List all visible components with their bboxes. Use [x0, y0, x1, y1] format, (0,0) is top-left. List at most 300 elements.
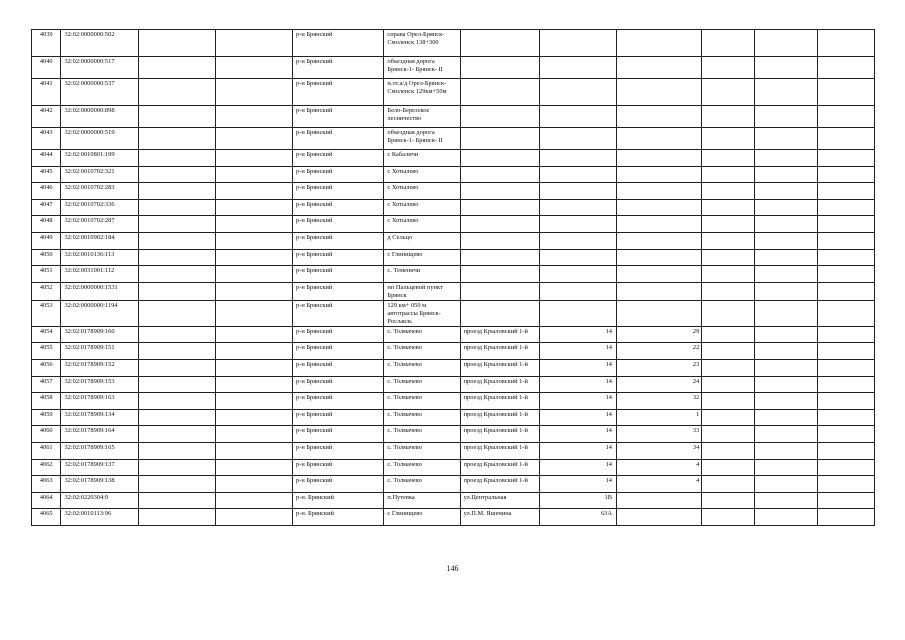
street-cell: проезд Крыловский 1-й: [460, 442, 539, 459]
table-row: [32, 426, 875, 443]
row-number-cell: 4049: [32, 232, 61, 249]
settlement-cell: н.от.а/д Орел-Брянск-Смоленск 129км+50м: [384, 79, 460, 106]
street-cell: [460, 57, 539, 79]
settlement-cell: п.Путевка: [384, 492, 460, 509]
empty-cell: [215, 199, 292, 216]
district-cell: р-н Брянский: [293, 30, 384, 57]
empty-cell: [818, 509, 875, 526]
table-row: [32, 343, 875, 360]
settlement-cell: с. Толмачево: [384, 442, 460, 459]
empty-cell: [138, 106, 215, 128]
house-cell: 1В: [539, 492, 616, 509]
empty-cell: [818, 492, 875, 509]
row-number-cell: 4054: [32, 326, 61, 343]
empty-cell: [138, 249, 215, 266]
cadastral-number-cell: 32:02:0010902:184: [61, 232, 138, 249]
house-cell: [539, 106, 616, 128]
table-row: [32, 150, 875, 167]
cadastral-number-cell: 32:02:0000000:502: [61, 30, 138, 57]
settlement-cell: с Хотылево: [384, 199, 460, 216]
table-row: [32, 509, 875, 526]
empty-cell: [215, 376, 292, 393]
empty-cell: [818, 326, 875, 343]
cadastral-number-cell: 32:02:0178909:138: [61, 476, 138, 493]
row-number-cell: 4046: [32, 183, 61, 200]
empty-cell: [702, 249, 755, 266]
district-cell: р-н Брянский: [293, 79, 384, 106]
empty-cell: [138, 128, 215, 150]
empty-cell: [818, 442, 875, 459]
empty-cell: [818, 150, 875, 167]
house-cell: 14: [539, 376, 616, 393]
house-cell: 14: [539, 359, 616, 376]
street-cell: проезд Крыловский 1-й: [460, 426, 539, 443]
empty-cell: [215, 459, 292, 476]
empty-cell: [818, 232, 875, 249]
empty-cell: [755, 442, 818, 459]
district-cell: р-н Брянский: [293, 249, 384, 266]
street-cell: [460, 128, 539, 150]
empty-cell: [702, 476, 755, 493]
empty-cell: [755, 376, 818, 393]
building-cell: [617, 30, 702, 57]
table-row: [32, 409, 875, 426]
empty-cell: [755, 199, 818, 216]
empty-cell: [215, 79, 292, 106]
empty-cell: [818, 409, 875, 426]
cadastral-number-cell: 32:02:0178909:163: [61, 393, 138, 410]
empty-cell: [138, 426, 215, 443]
cadastral-number-cell: 32:02:0010801:199: [61, 150, 138, 167]
table-row: [32, 393, 875, 410]
house-cell: 14: [539, 426, 616, 443]
empty-cell: [138, 166, 215, 183]
district-cell: р-н Брянский: [293, 442, 384, 459]
cadastral-number-cell: 32:02:0178909:152: [61, 359, 138, 376]
house-cell: [539, 30, 616, 57]
empty-cell: [702, 266, 755, 283]
empty-cell: [138, 476, 215, 493]
empty-cell: [818, 199, 875, 216]
table-row: [32, 249, 875, 266]
table-row: [32, 476, 875, 493]
district-cell: р-н Брянский: [293, 57, 384, 79]
empty-cell: [755, 183, 818, 200]
house-cell: 14: [539, 343, 616, 360]
house-cell: [539, 183, 616, 200]
house-cell: 14: [539, 459, 616, 476]
table-row: [32, 30, 875, 57]
street-cell: [460, 232, 539, 249]
street-cell: [460, 282, 539, 300]
empty-cell: [138, 232, 215, 249]
table-row: [32, 216, 875, 233]
empty-cell: [818, 426, 875, 443]
settlement-cell: с. Толмачево: [384, 476, 460, 493]
house-cell: [539, 79, 616, 106]
row-number-cell: 4056: [32, 359, 61, 376]
empty-cell: [215, 166, 292, 183]
settlement-cell: справа Орел-Брянск-Смоленск 138+300: [384, 30, 460, 57]
empty-cell: [755, 166, 818, 183]
empty-cell: [702, 232, 755, 249]
empty-cell: [702, 442, 755, 459]
empty-cell: [215, 476, 292, 493]
row-number-cell: 4061: [32, 442, 61, 459]
building-cell: [617, 166, 702, 183]
table-row: [32, 442, 875, 459]
building-cell: [617, 249, 702, 266]
empty-cell: [755, 232, 818, 249]
empty-cell: [755, 326, 818, 343]
empty-cell: [818, 393, 875, 410]
empty-cell: [702, 57, 755, 79]
empty-cell: [702, 459, 755, 476]
row-number-cell: 4055: [32, 343, 61, 360]
cadastral-number-cell: 32:02:0000000:517: [61, 57, 138, 79]
row-number-cell: 4042: [32, 106, 61, 128]
empty-cell: [702, 199, 755, 216]
empty-cell: [755, 343, 818, 360]
cadastral-number-cell: 32:02:0178909:164: [61, 426, 138, 443]
settlement-cell: с. Толмачево: [384, 376, 460, 393]
empty-cell: [755, 106, 818, 128]
district-cell: р-н Брянский: [293, 359, 384, 376]
empty-cell: [215, 266, 292, 283]
house-cell: 14: [539, 476, 616, 493]
empty-cell: [138, 459, 215, 476]
empty-cell: [818, 266, 875, 283]
empty-cell: [138, 343, 215, 360]
empty-cell: [138, 300, 215, 326]
empty-cell: [215, 30, 292, 57]
empty-cell: [818, 79, 875, 106]
settlement-cell: нп Пальцевой пункт Брянск: [384, 282, 460, 300]
cadastral-number-cell: 32:02:0178909:137: [61, 459, 138, 476]
house-cell: [539, 150, 616, 167]
street-cell: проезд Крыловский 1-й: [460, 476, 539, 493]
settlement-cell: объездная дорога Брянск-1- Брянск- II: [384, 57, 460, 79]
empty-cell: [138, 282, 215, 300]
building-cell: [617, 128, 702, 150]
district-cell: р-н Брянский: [293, 476, 384, 493]
building-cell: 4: [617, 476, 702, 493]
building-cell: [617, 232, 702, 249]
row-number-cell: 4050: [32, 249, 61, 266]
house-cell: [539, 232, 616, 249]
building-cell: [617, 300, 702, 326]
empty-cell: [138, 492, 215, 509]
empty-cell: [755, 57, 818, 79]
district-cell: р-н Брянский: [293, 326, 384, 343]
house-cell: [539, 199, 616, 216]
district-cell: р-н Брянский: [293, 183, 384, 200]
empty-cell: [215, 409, 292, 426]
empty-cell: [818, 106, 875, 128]
district-cell: р-н Брянский: [293, 459, 384, 476]
table-row: [32, 199, 875, 216]
row-number-cell: 4057: [32, 376, 61, 393]
empty-cell: [818, 249, 875, 266]
empty-cell: [702, 509, 755, 526]
building-cell: 1: [617, 409, 702, 426]
settlement-cell: с. Толмачево: [384, 393, 460, 410]
district-cell: р-н Брянский: [293, 216, 384, 233]
empty-cell: [702, 409, 755, 426]
empty-cell: [702, 426, 755, 443]
row-number-cell: 4060: [32, 426, 61, 443]
house-cell: 14: [539, 393, 616, 410]
empty-cell: [755, 509, 818, 526]
empty-cell: [215, 326, 292, 343]
settlement-cell: с Глинищево: [384, 509, 460, 526]
row-number-cell: 4063: [32, 476, 61, 493]
empty-cell: [702, 376, 755, 393]
row-number-cell: 4043: [32, 128, 61, 150]
table-row: [32, 183, 875, 200]
empty-cell: [755, 150, 818, 167]
street-cell: [460, 199, 539, 216]
street-cell: [460, 150, 539, 167]
cadastral-number-cell: 32:02:0010136:113: [61, 249, 138, 266]
table-row: [32, 282, 875, 300]
street-cell: [460, 249, 539, 266]
street-cell: проезд Крыловский 1-й: [460, 393, 539, 410]
district-cell: р-н Брянский: [293, 426, 384, 443]
empty-cell: [755, 300, 818, 326]
empty-cell: [818, 282, 875, 300]
table-row: [32, 79, 875, 106]
empty-cell: [818, 343, 875, 360]
empty-cell: [702, 79, 755, 106]
table-row: [32, 326, 875, 343]
district-cell: р-н. Брянский: [293, 509, 384, 526]
empty-cell: [818, 183, 875, 200]
street-cell: [460, 266, 539, 283]
street-cell: [460, 79, 539, 106]
row-number-cell: 4052: [32, 282, 61, 300]
building-cell: 23: [617, 359, 702, 376]
table-row: [32, 106, 875, 128]
row-number-cell: 4051: [32, 266, 61, 283]
empty-cell: [138, 359, 215, 376]
settlement-cell: с. Толмачево: [384, 359, 460, 376]
empty-cell: [215, 183, 292, 200]
cadastral-number-cell: 32:02:0178909:165: [61, 442, 138, 459]
building-cell: 24: [617, 376, 702, 393]
house-cell: [539, 249, 616, 266]
cadastral-number-cell: 32:02:0010702:287: [61, 216, 138, 233]
table-row: [32, 266, 875, 283]
row-number-cell: 4039: [32, 30, 61, 57]
empty-cell: [215, 282, 292, 300]
settlement-cell: с Хотылево: [384, 216, 460, 233]
empty-cell: [818, 376, 875, 393]
street-cell: проезд Крыловский 1-й: [460, 359, 539, 376]
house-cell: [539, 128, 616, 150]
empty-cell: [215, 343, 292, 360]
settlement-cell: объездная дорога Брянск-1- Брянск- II: [384, 128, 460, 150]
empty-cell: [215, 393, 292, 410]
table-row: [32, 492, 875, 509]
district-cell: р-н Брянский: [293, 300, 384, 326]
district-cell: р-н Брянский: [293, 266, 384, 283]
row-number-cell: 4059: [32, 409, 61, 426]
building-cell: 34: [617, 442, 702, 459]
district-cell: р-н Брянский: [293, 128, 384, 150]
house-cell: [539, 57, 616, 79]
district-cell: р-н Брянский: [293, 199, 384, 216]
empty-cell: [215, 300, 292, 326]
cadastral-number-cell: 32:02:0000000:519: [61, 128, 138, 150]
district-cell: р-н Брянский: [293, 150, 384, 167]
empty-cell: [215, 492, 292, 509]
empty-cell: [702, 30, 755, 57]
cadastral-number-cell: 32:02:0178909:160: [61, 326, 138, 343]
settlement-cell: 129 км+ 050 м автотрассы Брянск-Рославль: [384, 300, 460, 326]
row-number-cell: 4064: [32, 492, 61, 509]
district-cell: р-н Брянский: [293, 282, 384, 300]
empty-cell: [755, 216, 818, 233]
empty-cell: [702, 492, 755, 509]
district-cell: р-н. Брянский: [293, 492, 384, 509]
empty-cell: [755, 282, 818, 300]
empty-cell: [138, 183, 215, 200]
house-cell: 14: [539, 326, 616, 343]
empty-cell: [215, 128, 292, 150]
empty-cell: [818, 459, 875, 476]
empty-cell: [755, 492, 818, 509]
settlement-cell: с Хотылево: [384, 183, 460, 200]
table-row: [32, 359, 875, 376]
street-cell: [460, 183, 539, 200]
empty-cell: [755, 426, 818, 443]
cadastral-number-cell: 32:02:0220304:9: [61, 492, 138, 509]
street-cell: ул.Центральная: [460, 492, 539, 509]
street-cell: [460, 30, 539, 57]
table-row: [32, 376, 875, 393]
street-cell: [460, 166, 539, 183]
district-cell: р-н Брянский: [293, 409, 384, 426]
empty-cell: [702, 216, 755, 233]
empty-cell: [755, 393, 818, 410]
empty-cell: [215, 426, 292, 443]
empty-cell: [138, 393, 215, 410]
empty-cell: [138, 509, 215, 526]
cadastral-number-cell: 32:02:0178909:151: [61, 343, 138, 360]
building-cell: [617, 183, 702, 200]
empty-cell: [215, 57, 292, 79]
row-number-cell: 4065: [32, 509, 61, 526]
row-number-cell: 4040: [32, 57, 61, 79]
empty-cell: [215, 150, 292, 167]
house-cell: 14: [539, 409, 616, 426]
row-number-cell: 4053: [32, 300, 61, 326]
house-cell: [539, 216, 616, 233]
empty-cell: [755, 359, 818, 376]
settlement-cell: с. Толмачево: [384, 426, 460, 443]
cadastral-number-cell: 32:02:0000000:898: [61, 106, 138, 128]
empty-cell: [818, 359, 875, 376]
row-number-cell: 4047: [32, 199, 61, 216]
empty-cell: [755, 249, 818, 266]
empty-cell: [818, 476, 875, 493]
cadastral-number-cell: 32:02:0178909:153: [61, 376, 138, 393]
empty-cell: [138, 216, 215, 233]
page-number: 146: [446, 564, 459, 573]
settlement-cell: с. Толмачево: [384, 326, 460, 343]
house-cell: 63А: [539, 509, 616, 526]
building-cell: [617, 199, 702, 216]
building-cell: [617, 216, 702, 233]
street-cell: проезд Крыловский 1-й: [460, 343, 539, 360]
registry-table: [31, 29, 875, 526]
district-cell: р-н Брянский: [293, 376, 384, 393]
building-cell: [617, 106, 702, 128]
building-cell: [617, 266, 702, 283]
house-cell: [539, 282, 616, 300]
empty-cell: [138, 79, 215, 106]
street-cell: [460, 106, 539, 128]
row-number-cell: 4045: [32, 166, 61, 183]
building-cell: [617, 150, 702, 167]
empty-cell: [702, 359, 755, 376]
empty-cell: [755, 79, 818, 106]
empty-cell: [215, 249, 292, 266]
table-row: [32, 300, 875, 326]
empty-cell: [215, 106, 292, 128]
empty-cell: [138, 409, 215, 426]
empty-cell: [818, 166, 875, 183]
empty-cell: [818, 30, 875, 57]
cadastral-number-cell: 32:02:0000000:1194: [61, 300, 138, 326]
building-cell: 29: [617, 326, 702, 343]
empty-cell: [755, 128, 818, 150]
empty-cell: [138, 376, 215, 393]
cadastral-number-cell: 32:02:0010113:96: [61, 509, 138, 526]
empty-cell: [215, 232, 292, 249]
building-cell: [617, 79, 702, 106]
empty-cell: [215, 442, 292, 459]
street-cell: проезд Крыловский 1-й: [460, 376, 539, 393]
empty-cell: [702, 128, 755, 150]
empty-cell: [702, 393, 755, 410]
row-number-cell: 4058: [32, 393, 61, 410]
cadastral-number-cell: 32:02:0010702:321: [61, 166, 138, 183]
empty-cell: [702, 326, 755, 343]
district-cell: р-н Брянский: [293, 393, 384, 410]
street-cell: проезд Крыловский 1-й: [460, 409, 539, 426]
cadastral-number-cell: 32:02:0000000:537: [61, 79, 138, 106]
empty-cell: [215, 509, 292, 526]
house-cell: [539, 300, 616, 326]
district-cell: р-н Брянский: [293, 343, 384, 360]
street-cell: ул.П.М. Яшенина: [460, 509, 539, 526]
empty-cell: [702, 282, 755, 300]
table-row: [32, 166, 875, 183]
empty-cell: [138, 266, 215, 283]
empty-cell: [138, 57, 215, 79]
table-row: [32, 459, 875, 476]
empty-cell: [755, 30, 818, 57]
house-cell: [539, 266, 616, 283]
empty-cell: [755, 476, 818, 493]
house-cell: [539, 166, 616, 183]
settlement-cell: с Хотылево: [384, 166, 460, 183]
empty-cell: [702, 150, 755, 167]
cadastral-number-cell: 32:02:0031001:112: [61, 266, 138, 283]
empty-cell: [702, 343, 755, 360]
